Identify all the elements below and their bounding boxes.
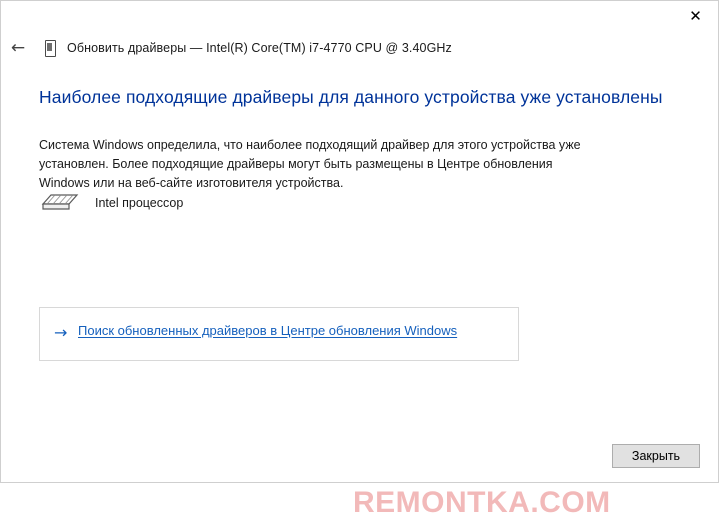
wizard-content	[1, 62, 718, 519]
back-button[interactable]	[1, 34, 35, 62]
device-chip-icon	[41, 39, 59, 57]
window-close-button[interactable]	[673, 1, 718, 32]
device-row	[39, 190, 183, 216]
page-title: Наиболее подходящие драйверы для данного устройства уже установлены	[39, 87, 663, 107]
arrow-right-icon: →	[54, 323, 68, 342]
back-arrow-icon: ←	[10, 37, 26, 58]
watermark: REMONTKA.COM	[353, 486, 611, 519]
wizard-header	[1, 34, 718, 62]
title-bar	[1, 1, 718, 33]
windows-update-search-link[interactable]	[39, 307, 519, 361]
device-name-label: Intel процессор	[95, 196, 184, 210]
cpu-icon	[39, 190, 81, 216]
windows-update-search-label: Поиск обновленных драйверов в Центре обновления Windows	[78, 323, 458, 338]
window-title: Обновить драйверы — Intel(R) Core(TM) i7-4770 CPU @ 3.40GHz	[67, 41, 452, 55]
description-text: Система Windows определила, что наиболее подходящий драйвер для этого устройства уже установлен. Более подходящие драйверы могут быть размещены в Центре обновления Windows или на веб-сайте изготовителя устройства.	[39, 138, 581, 190]
footer-bar	[1, 426, 718, 482]
close-button[interactable]: Закрыть	[612, 444, 700, 468]
close-icon: ✕	[689, 7, 702, 25]
